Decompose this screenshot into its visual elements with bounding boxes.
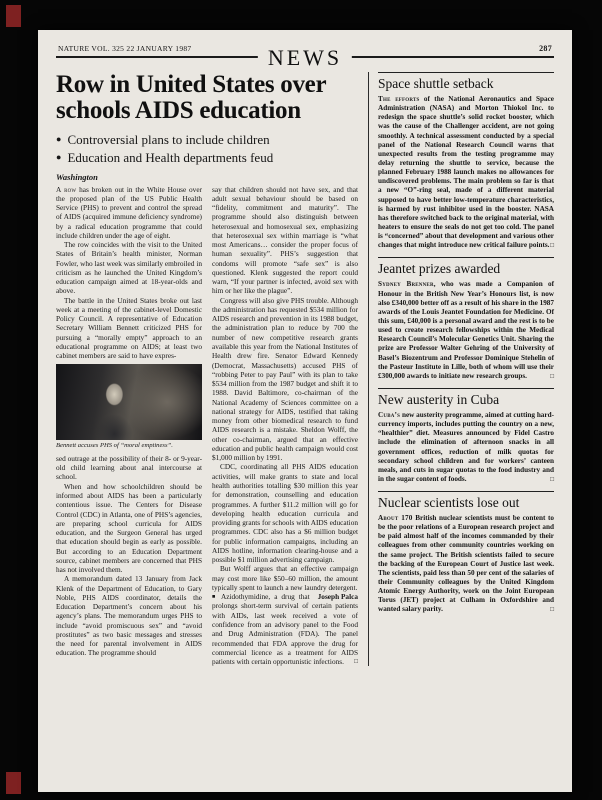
- sidebar-body: The efforts of the National Aeronautics and Space Administration (NASA) and Morton Thiokol Inc. to redesign the space shuttle’s solid rocket booster, which was the cause of the Challenger accident, are not going smoothly. A technical assessment conducted by a special panel of the National Research Council warns that unexpected results from the testing programme may delay returning the shuttle to service, because the planned February 1988 launch makes no allowances for undiscovered problems. The main problem so far is that a new “O”-ring seal, made of a different material supposed to have better low-temperature characteristics, is harmed by rust inhibitor used in the booster. NASA has therefore switched back to the original material, with heaters to ensure the seals do not get too cold. The panel is “concerned” about that development and various other changes that might introduce new critical failure points. □: [378, 95, 554, 250]
- end-of-article-icon: □: [354, 658, 358, 666]
- main-article: [56, 72, 358, 666]
- lead-in: About 170: [378, 514, 413, 523]
- bullet-text: Education and Health departments feud: [67, 149, 274, 165]
- author-byline: Joseph Palca: [317, 592, 358, 602]
- section-label: NEWS: [258, 45, 352, 71]
- sidebar-article-cuba-austerity: [378, 388, 554, 484]
- headline-bullet-1: [56, 132, 358, 148]
- article-column-1: [56, 185, 202, 667]
- paragraph: A memorandum dated 13 January from Jack Klenk of the Department of Education, to Gary Noble, PHS AIDS coordinator, details the Education Department’s concern about his agency’s plans. The memorandum urges PHS to include “avoid promiscuous sex” and “avoid prostitutes” as two basic messages and stresses the need for parental involvement in AIDS education. The programme should: [56, 574, 202, 658]
- bennett-photo: [56, 364, 202, 440]
- end-of-article-icon: □: [550, 242, 554, 250]
- paragraph: When and how schoolchildren should be informed about AIDS has been a particularly contentious issue. The Centers for Disease Control (CDC) in Atlanta, one of PHS’s agencies, are preparing school curricula for AIDS education, and the Surgeon General has urged that education should begin as early as possible. But according to an Education Department source, cabinet members are concerned that PHS has not involved them.: [56, 481, 202, 575]
- news-sidebar: [368, 72, 554, 666]
- sidebar-article-nuclear-scientists: [378, 491, 554, 615]
- end-of-article-icon: □: [550, 372, 554, 380]
- paragraph: sed outrage at the possibility of their 8- or 9-year-old child learning about anal intercourse at school.: [56, 453, 202, 482]
- paragraph: The row coincides with the visit to the United States of Britain’s health minister, Norman Fowler, who last week was similarly embroiled in criticism as he launched the United Kingdom’s education campaign aimed at 18-year-olds and above.: [56, 240, 202, 296]
- bullet-icon: ●: [56, 152, 62, 162]
- page-content: [56, 72, 554, 666]
- paragraph: A row has broken out in the White House over the proposed plan of the US Public Health Service (PHS) to prevent and control the spread of AIDS (acquired immune deficiency syndrome) by a radical education programme that could include children under the age of eight.: [56, 184, 202, 240]
- sidebar-article-space-shuttle: [378, 72, 554, 250]
- article-headline: [56, 72, 358, 125]
- lead-in: A row: [56, 184, 77, 194]
- page-number: 287: [539, 44, 552, 53]
- paragraph: The battle in the United States broke out last week at a meeting of the cabinet-level Domestic Policy Council. A representative of Education Secretary William Bennett criticized PHS for pursuing a “morally empty” approach to an educational programme on AIDS; at least two cabinet members are said to have expres-: [56, 295, 202, 361]
- sidebar-body: Sydney Brenner, who was made a Companion of Honour in the British New Year’s Honours list, is now also £340,000 better off as a result of his share in the 1987 awards of the Louis Jeantet Foundation for Medicine. Of this sum, £40,000 is a personal award and the rest is to be used to create research fellowships within the Medical Research Council’s Molecular Genetics Unit. Sharing the prize are Professor Walter Gehring of the University of Basel’s Biozentrum and Professor Dominique Stehelin of the Pasteur Institute in Lille, both of whom will use their £300,000 awards to initiate new research groups. □: [378, 280, 554, 380]
- headline-bullet-2: [56, 150, 358, 166]
- journal-line: NATURE VOL. 325 22 JANUARY 1987: [58, 44, 192, 53]
- sidebar-title: Jeantet prizes awarded: [378, 261, 501, 277]
- paragraph: say that children should not have sex, and that adult sexual behaviour should be based on “fidelity, commitment and maturity”. The programme should also distinguish between heterosexual and homosexual sex, emphasizing that heterosexual sex within marriage is “what most Americans… consider the proper focus of human sexuality”. PHS’s suggestion that condoms will promote “safe sex” is also questioned. Klenk suggested the report could warn, “If your partner is infected, avoid sex with him or her like the plague”.: [212, 184, 358, 296]
- headline-line-1: Row in United States over: [56, 71, 327, 98]
- bullet-icon: ●: [56, 134, 62, 144]
- sidebar-title: Space shuttle setback: [378, 76, 494, 91]
- lead-in: Sydney Brenner: [378, 280, 434, 289]
- end-of-article-icon: □: [550, 475, 554, 483]
- photo-caption: Bennett accuses PHS of “moral emptiness”.: [56, 441, 173, 449]
- article-column-2: [212, 185, 358, 667]
- lead-in: The efforts: [378, 95, 420, 103]
- sidebar-title: New austerity in Cuba: [378, 391, 500, 407]
- dateline: Washington: [56, 171, 98, 182]
- article-columns: [56, 185, 358, 667]
- sidebar-article-jeantet-prizes: [378, 257, 554, 381]
- magazine-page: [38, 30, 572, 792]
- headline-line-2: schools AIDS education: [56, 97, 301, 125]
- square-bullet-icon: ■: [212, 594, 218, 601]
- azt-note: ■ Azidothymidine, a drug that prolongs short-term survival of certain patients with AIDs, last week received a vote of confidence from an advisory panel to the Food and Drug Administration (FDA). The panel recommended that FDA approve the drug for commercial licence as a treatment for AIDS patients with certain opportunistic infections. □: [212, 592, 358, 667]
- sidebar-body: Cuba’s new austerity programme, aimed at cutting hard-currency imports, includes putting the country on a new, “healthier” diet. Measures announced by Fidel Castro include the elimination of afternoon snacks in all government offices, reduction of milk quotas for secondary school children and for workers’ canteen meals, and cuts in sugar quotas to the food industry and in the sugar content of foods. □: [378, 410, 554, 483]
- paragraph: But Wolff argues that an effective campaign may cost more like $50–60 million, the amount typically spent to launch a new laundry detergent. Joseph Palca: [212, 564, 358, 602]
- sidebar-body: About 170 British nuclear scientists must be content to be the poor relations of a European research project and be paid almost half of the incomes commanded by their colleagues from other community countries working on the same project. The British scientists failed to secure the backing of the European Court of Justice last week. The scientists, paid less than 50 per cent of the salaries of their Community colleagues by the United Kingdom Atomic Energy Authority, work on the Joint European Torus (JET) project at Culham in Oxfordshire and wanted salary parity. □: [378, 514, 554, 614]
- bullet-text: Controversial plans to include children: [67, 131, 270, 147]
- paragraph: CDC, coordinating all PHS AIDS education activities, will make grants to state and local health authorities totalling $30 million this year for demonstration, counselling and education programmes. A further $11.2 million will go for developing health education curricula and providing grants for schools with AIDS education programmes. CDC also has a $6 million budget for public information campaigns, including an AIDS hotline, information clearing-house and a possible $1 million advertising campaign.: [212, 462, 358, 565]
- lead-in: Cuba’s: [378, 410, 401, 419]
- corner-tab-bottom: [6, 772, 21, 794]
- end-of-article-icon: □: [550, 606, 554, 614]
- sidebar-title: Nuclear scientists lose out: [378, 495, 520, 511]
- paragraph: Congress will also give PHS trouble. Although the administration has requested $534 million for AIDS research and prevention in its 1988 budget, the administration plan to reduce by 700 the number of new competitive research grants available this year from the National Institutes of Health drew fire. Senator Edward Kennedy (Democrat, Massachusetts) accused PHS of “robbing Peter to pay Paul” with its plan to take $534 million from the 1987 budget and shift it to 1988. David Baltimore, co-chairman of the National Academy of Sciences committee on a national strategy for AIDS, testified that taking money from other biomedical research to fund AIDS research is a mistake. Sheldon Wolff, the other co-chairman, argued that an effective education and public health campaign would cost $1,000 million by 1991.: [212, 295, 358, 463]
- corner-tab-top: [6, 5, 21, 27]
